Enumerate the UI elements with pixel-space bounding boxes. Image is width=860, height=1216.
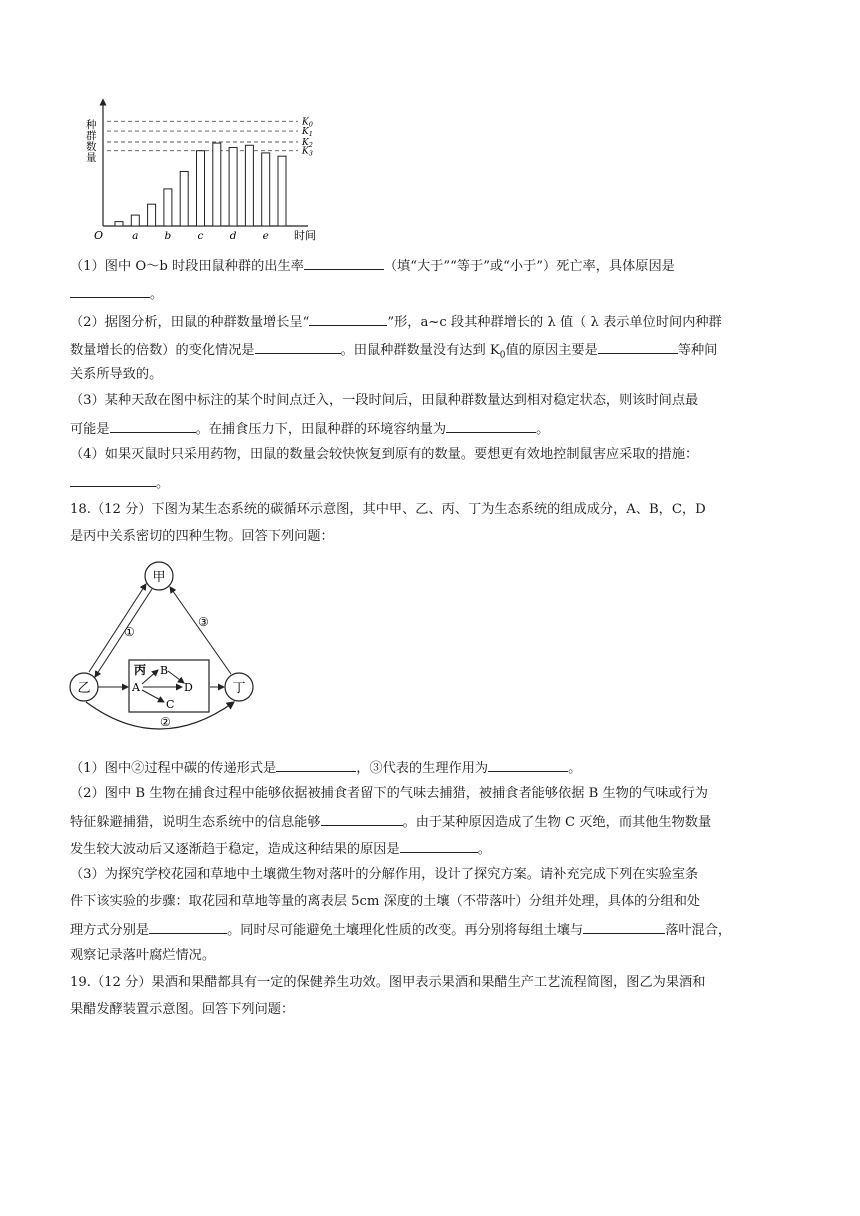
q18-p3-text-e: 落叶混合， bbox=[665, 923, 732, 938]
q17-part4-line2 bbox=[70, 472, 169, 494]
label-A: A bbox=[132, 681, 140, 694]
carbon-cycle-diagram bbox=[64, 556, 274, 746]
label-bing: 丙 bbox=[134, 663, 147, 677]
q18-heading-line1 bbox=[70, 500, 706, 520]
q19-heading-line1 bbox=[70, 973, 705, 993]
q18-heading-a: 18.（12 分）下图为某生态系统的碳循环示意图，其中甲、乙、丙、丁为生态系统的组成成分，A、B，C，D bbox=[70, 502, 706, 517]
bar-6 bbox=[213, 143, 221, 226]
label-process-1: ① bbox=[124, 625, 135, 639]
q17-p1-text-b: （填“大于”“等于”或“小于”）死亡率，具体原因是 bbox=[383, 259, 675, 274]
q18-part3-line1 bbox=[70, 865, 698, 885]
q17-p1-text-a: （1）图中 O～b 时段田鼠种群的出生率 bbox=[70, 259, 304, 274]
label-ding: 丁 bbox=[232, 681, 246, 696]
k-line-label-3: $K_3$ bbox=[302, 146, 313, 158]
q17-p4-text-b: 。 bbox=[156, 476, 170, 491]
q17-part1-line1 bbox=[70, 255, 675, 277]
q17-p1-text-c: 。 bbox=[150, 287, 164, 302]
q17-p3-text-b: 可能是 bbox=[70, 422, 110, 437]
k-line-label-2: $K_2$ bbox=[302, 138, 313, 149]
answer-blank[interactable] bbox=[70, 283, 150, 298]
q17-p2-text-c: 数量增长的倍数）的变化情况是 bbox=[70, 343, 255, 358]
answer-blank[interactable] bbox=[255, 339, 341, 354]
q17-part2-line3 bbox=[70, 365, 162, 385]
answer-blank[interactable] bbox=[70, 472, 156, 487]
arrow-ding-jia bbox=[170, 587, 231, 674]
arrow-yi-jia bbox=[89, 584, 146, 672]
q17-p4-text-a: （4）如果灭鼠时只采用药物，田鼠的数量会较快恢复到原有的数量。要想更有效地控制鼠害应采取的措施： bbox=[70, 447, 699, 462]
q18-part1 bbox=[70, 757, 581, 779]
q18-part3-line2 bbox=[70, 892, 700, 912]
k0-subscript: 0 bbox=[499, 350, 506, 361]
label-C: C bbox=[166, 698, 175, 711]
bar-1 bbox=[131, 215, 139, 226]
q18-p1-text-b: ，③代表的生理作用为 bbox=[356, 761, 489, 776]
origin-label: O bbox=[94, 229, 104, 242]
q17-p2-text-f: 等种间 bbox=[677, 343, 718, 358]
bar-0 bbox=[115, 222, 123, 226]
q18-p2-text-e: 。 bbox=[477, 842, 491, 857]
q17-part3-line2 bbox=[70, 418, 549, 440]
y-axis-label: 种群数量 bbox=[86, 119, 97, 164]
q18-p3-text-b: 件下该实验的步骤：取花园和草地等量的离表层 5cm 深度的土壤（不带落叶）分组并处理，具体的分组和处 bbox=[70, 894, 701, 909]
q17-part2-line2 bbox=[70, 339, 717, 366]
x-tick-c: c bbox=[197, 230, 204, 242]
q18-heading-b: 是丙中关系密切的四种生物。回答下列问题： bbox=[70, 529, 334, 544]
answer-blank[interactable] bbox=[304, 255, 384, 270]
answer-blank[interactable] bbox=[598, 339, 678, 354]
q18-p1-text-c: 。 bbox=[568, 761, 582, 776]
q18-p3-text-a: （3）为探究学校花园和草地中土壤微生物对落叶的分解作用，设计了探究方案。请补充完成下列在实验室条 bbox=[70, 867, 699, 882]
q18-part2-line1 bbox=[70, 784, 708, 804]
bar-9 bbox=[262, 153, 270, 226]
q19-heading-b: 果醋发酵装置示意图。回答下列问题： bbox=[70, 1002, 295, 1017]
bar-5 bbox=[197, 151, 205, 226]
q18-p2-text-d: 发生较大波动后又逐渐趋于稳定，造成这种结果的原因是 bbox=[70, 842, 400, 857]
arrow-B-D bbox=[168, 671, 184, 683]
q18-heading-line2 bbox=[70, 527, 334, 547]
answer-blank[interactable] bbox=[583, 919, 665, 934]
q18-part3-line4 bbox=[70, 946, 215, 966]
q17-p2-text-g: 关系所导致的。 bbox=[70, 367, 163, 382]
label-B: B bbox=[160, 664, 169, 677]
q18-p3-text-d: 。同时尽可能避免土壤理化性质的改变。再分别将每组土壤与 bbox=[227, 923, 584, 938]
q19-heading-line2 bbox=[70, 1000, 294, 1020]
q18-p3-text-c: 理方式分别是 bbox=[70, 923, 150, 938]
q18-p2-text-c: 。由于某种原因造成了生物 C 灭绝，而其他生物数量 bbox=[402, 815, 712, 830]
x-tick-e: e bbox=[262, 230, 269, 242]
bar-7 bbox=[229, 147, 237, 226]
q17-p2-text-e: 值的原因主要是 bbox=[505, 343, 598, 358]
bar-3 bbox=[164, 189, 172, 226]
q17-part1-line2 bbox=[70, 283, 163, 305]
population-bar-chart bbox=[80, 96, 340, 246]
q18-p2-text-a: （2）图中 B 生物在捕食过程中能够依据被捕食者留下的气味去捕猎，被捕食者能够依据 B 生物的气味或行为 bbox=[70, 786, 708, 801]
q18-part2-line3 bbox=[70, 838, 491, 860]
arrow-A-C bbox=[142, 690, 164, 702]
q18-p3-text-f: 观察记录落叶腐烂情况。 bbox=[70, 948, 216, 963]
x-tick-d: d bbox=[229, 230, 237, 242]
bar-10 bbox=[278, 156, 286, 226]
q17-p3-text-d: 。 bbox=[536, 422, 550, 437]
x-axis-label: 时间 bbox=[294, 229, 316, 242]
x-tick-a: a bbox=[132, 230, 139, 242]
x-tick-b: b bbox=[164, 230, 172, 242]
k-line-label-0: $K_0$ bbox=[302, 117, 313, 129]
label-process-3: ③ bbox=[198, 615, 209, 629]
answer-blank[interactable] bbox=[400, 838, 478, 853]
answer-blank[interactable] bbox=[446, 418, 536, 433]
q17-p3-text-c: 。在捕食压力下，田鼠种群的环境容纳量为 bbox=[195, 422, 447, 437]
k-line-label-1: $K_1$ bbox=[302, 127, 313, 139]
answer-blank[interactable] bbox=[309, 311, 387, 326]
q17-p3-text-a: （3）某种天敌在图中标注的某个时间点迁入，一段时间后，田鼠种群数量达到相对稳定状态，则该时间点最 bbox=[70, 393, 699, 408]
q17-p2-text-b: ”形，a~c 段其种群增长的 λ 值（ λ 表示单位时间内种群 bbox=[387, 315, 722, 330]
label-yi: 乙 bbox=[77, 681, 91, 696]
chart-svg bbox=[80, 96, 340, 246]
q18-p2-text-b: 特征躲避捕猎，说明生态系统中的信息能够 bbox=[70, 815, 321, 830]
label-D: D bbox=[184, 681, 193, 694]
answer-blank[interactable] bbox=[149, 919, 227, 934]
q17-part4-line1 bbox=[70, 445, 698, 465]
q17-p2-text-a: （2）据图分析，田鼠的种群数量增长呈“ bbox=[70, 315, 310, 330]
q19-heading-a: 19.（12 分）果酒和果醋都具有一定的保健养生功效。图甲表示果酒和果醋生产工艺流程简图，图乙为果酒和 bbox=[70, 975, 706, 990]
bar-4 bbox=[180, 171, 188, 226]
bar-8 bbox=[245, 145, 253, 226]
q18-p1-text-a: （1）图中②过程中碳的传递形式是 bbox=[70, 761, 277, 776]
bar-2 bbox=[148, 204, 156, 226]
q17-part2-line1 bbox=[70, 311, 722, 333]
q18-part3-line3 bbox=[70, 919, 731, 941]
q17-p2-text-d: 。田鼠种群数量没有达到 K bbox=[340, 343, 500, 358]
answer-blank[interactable] bbox=[276, 757, 356, 772]
answer-blank[interactable] bbox=[488, 757, 568, 772]
q18-part2-line2 bbox=[70, 811, 711, 833]
carbon-cycle-svg bbox=[64, 556, 274, 746]
label-jia: 甲 bbox=[152, 570, 166, 585]
answer-blank[interactable] bbox=[110, 418, 196, 433]
answer-blank[interactable] bbox=[321, 811, 403, 826]
q17-part3-line1 bbox=[70, 391, 698, 411]
label-process-2: ② bbox=[160, 715, 171, 729]
